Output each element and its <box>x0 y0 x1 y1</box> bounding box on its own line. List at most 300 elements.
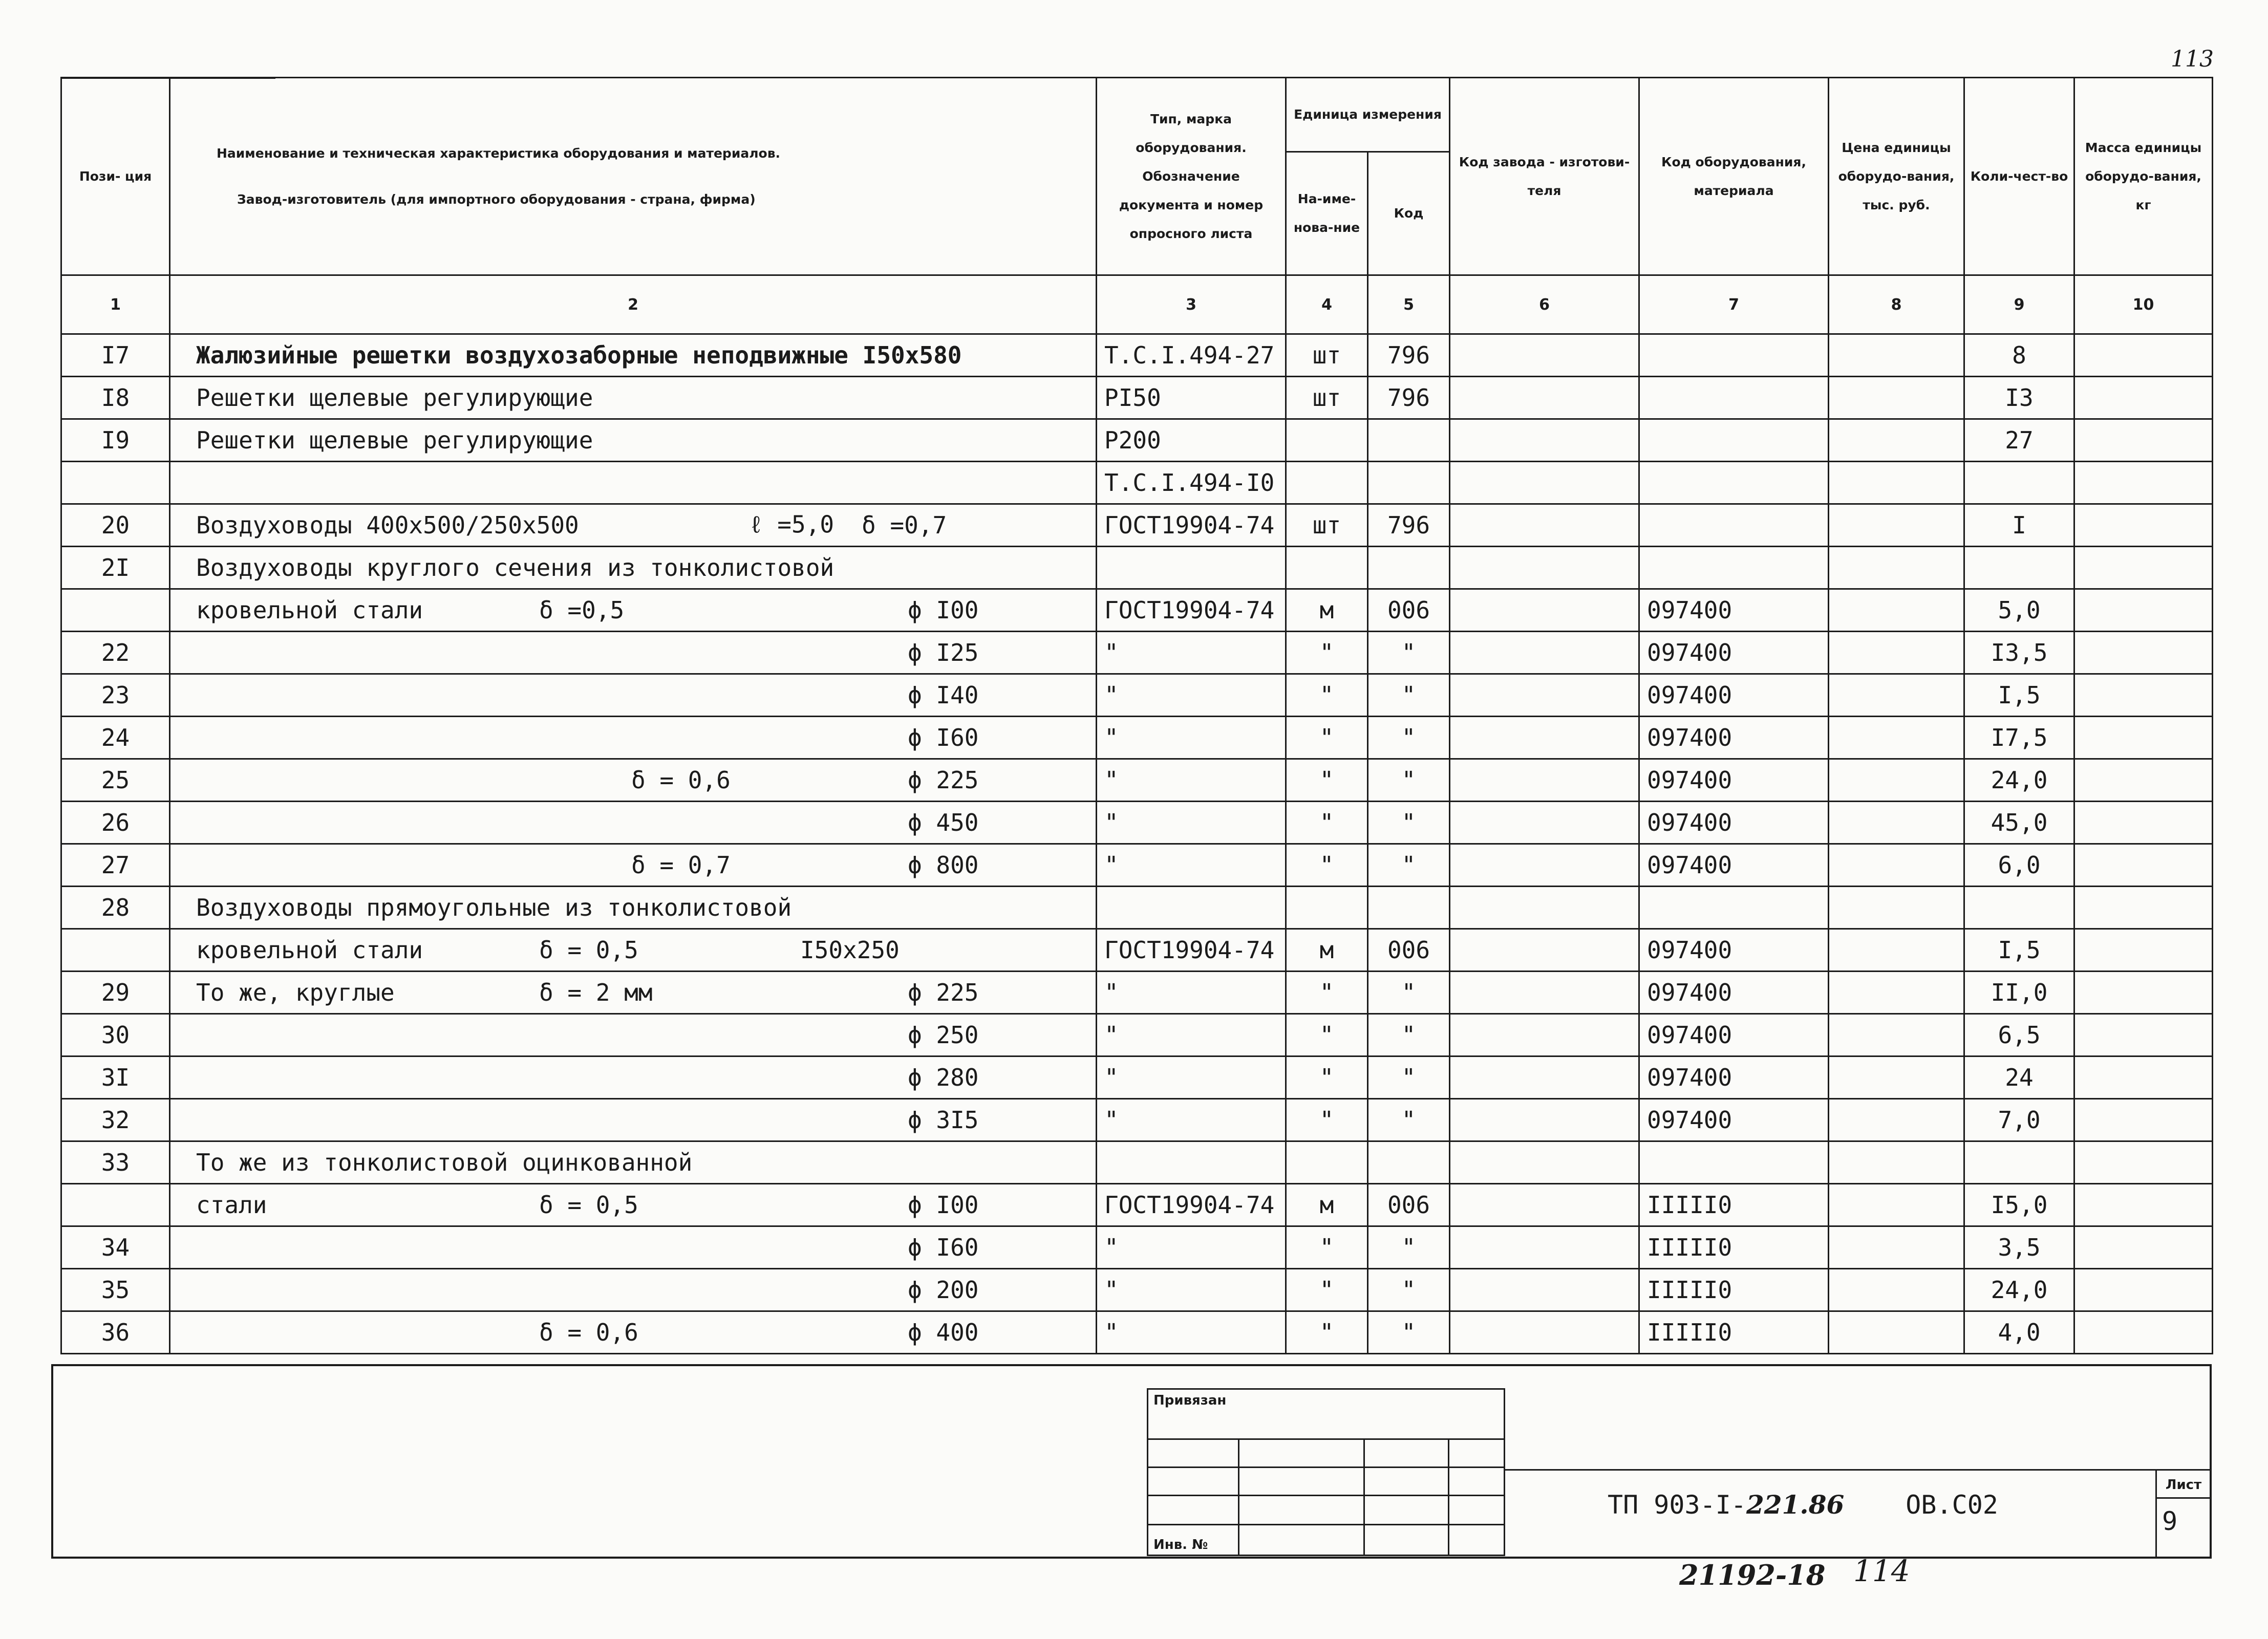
manufacturer-code-cell <box>1450 589 1639 632</box>
type-cell: " <box>1097 1056 1286 1099</box>
grid-line <box>1363 1438 1365 1555</box>
specification-table <box>60 77 2213 1354</box>
item-diam: ϕ 450 <box>908 809 979 836</box>
item-param-c: δ =0,5 <box>539 596 625 624</box>
archive-sheet-number: 114 <box>1853 1554 1910 1588</box>
header-unit-name: На-име-нова-ние <box>1286 152 1368 275</box>
equipment-code-cell: 097400 <box>1639 589 1829 632</box>
manufacturer-code-cell <box>1450 972 1639 1014</box>
type-cell: ГОСТ19904-74 <box>1097 1184 1286 1226</box>
position-cell: 32 <box>61 1099 170 1141</box>
mass-cell <box>2074 589 2213 632</box>
header-equipment-code: Код оборудования, материала <box>1639 78 1829 275</box>
quantity-cell: 27 <box>1964 419 2074 462</box>
manufacturer-code-cell <box>1450 1311 1639 1354</box>
mass-cell <box>2074 1184 2213 1226</box>
manufacturer-code-cell <box>1450 632 1639 674</box>
table-row <box>61 929 2213 972</box>
grid-line <box>1238 1438 1239 1555</box>
price-cell <box>1829 462 1964 504</box>
item-name: То же, круглые <box>196 979 395 1006</box>
type-cell: " <box>1097 972 1286 1014</box>
price-cell <box>1829 1056 1964 1099</box>
position-cell: 20 <box>61 504 170 547</box>
table-row <box>61 419 2213 462</box>
unit-name-cell: м <box>1286 589 1368 632</box>
item-diam: ϕ I60 <box>908 1234 979 1261</box>
table-body <box>61 334 2213 1354</box>
quantity-cell: II,0 <box>1964 972 2074 1014</box>
item-diam: ϕ 3I5 <box>908 1106 979 1134</box>
quantity-cell: I3 <box>1964 377 2074 419</box>
name-cell <box>170 929 1097 972</box>
position-cell <box>61 589 170 632</box>
type-cell: ГОСТ19904-74 <box>1097 589 1286 632</box>
table-row <box>61 334 2213 377</box>
table-row <box>61 377 2213 419</box>
grid-line <box>1148 1467 1504 1468</box>
unit-name-cell: " <box>1286 1014 1368 1056</box>
document-code-prefix: ТП 903-I- <box>1608 1490 1746 1520</box>
type-cell: " <box>1097 674 1286 717</box>
unit-code-cell: 006 <box>1368 929 1450 972</box>
item-name: Воздуховоды 400x500/250x500 <box>196 511 579 539</box>
quantity-cell: 4,0 <box>1964 1311 2074 1354</box>
unit-code-cell <box>1368 462 1450 504</box>
equipment-code-cell: 097400 <box>1639 1056 1829 1099</box>
item-name: То же из тонколистовой оцинкованной <box>196 1149 693 1176</box>
quantity-cell: 6,5 <box>1964 1014 2074 1056</box>
unit-name-cell: " <box>1286 632 1368 674</box>
header-manufacturer-code: Код завода - изготови-теля <box>1450 78 1639 275</box>
page-corner-number: 113 <box>2171 46 2214 72</box>
manufacturer-code-cell <box>1450 1056 1639 1099</box>
name-cell <box>170 1141 1097 1184</box>
position-cell: I7 <box>61 334 170 377</box>
quantity-cell: I7,5 <box>1964 717 2074 759</box>
equipment-code-cell: 097400 <box>1639 844 1829 887</box>
unit-code-cell: 796 <box>1368 334 1450 377</box>
equipment-code-cell: 097400 <box>1639 802 1829 844</box>
column-number: 7 <box>1639 275 1829 334</box>
unit-name-cell <box>1286 547 1368 589</box>
unit-name-cell: шт <box>1286 334 1368 377</box>
table-row <box>61 887 2213 929</box>
mass-cell <box>2074 1056 2213 1099</box>
column-number: 3 <box>1097 275 1286 334</box>
type-cell: T.C.I.494-I0 <box>1097 462 1286 504</box>
position-cell: 36 <box>61 1311 170 1354</box>
item-name: Воздуховоды круглого сечения из тонколистовой <box>196 554 835 581</box>
position-cell <box>61 462 170 504</box>
mass-cell <box>2074 674 2213 717</box>
name-cell <box>170 334 1097 377</box>
title-block-line <box>1505 1469 2212 1471</box>
header-unit-group: Единица измерения <box>1286 78 1450 152</box>
mass-cell <box>2074 547 2213 589</box>
name-cell <box>170 504 1097 547</box>
equipment-code-cell <box>1639 1141 1829 1184</box>
unit-name-cell: " <box>1286 844 1368 887</box>
column-number: 9 <box>1964 275 2074 334</box>
quantity-cell <box>1964 1141 2074 1184</box>
header-unit-price: Цена единицы оборудо-вания, тыс. руб. <box>1829 78 1964 275</box>
manufacturer-code-cell <box>1450 759 1639 802</box>
privyazan-label: Привязан <box>1153 1393 1227 1408</box>
table-row <box>61 1184 2213 1226</box>
equipment-code-cell: 097400 <box>1639 972 1829 1014</box>
type-cell: " <box>1097 759 1286 802</box>
name-cell <box>170 632 1097 674</box>
type-cell: ГОСТ19904-74 <box>1097 504 1286 547</box>
type-cell: " <box>1097 1099 1286 1141</box>
name-cell <box>170 547 1097 589</box>
unit-code-cell: " <box>1368 1226 1450 1269</box>
equipment-code-cell <box>1639 504 1829 547</box>
header-name <box>170 78 1097 275</box>
equipment-code-cell: IIIII0 <box>1639 1226 1829 1269</box>
quantity-cell: I,5 <box>1964 674 2074 717</box>
item-name: Жалюзийные решетки воздухозаборные неподвижные I50x580 <box>196 341 962 369</box>
manufacturer-code-cell <box>1450 377 1639 419</box>
item-diam: ϕ 225 <box>908 979 979 1006</box>
price-cell <box>1829 674 1964 717</box>
item-diam: ϕ I00 <box>908 1191 979 1219</box>
unit-code-cell <box>1368 419 1450 462</box>
item-param-d: δ = 0,7 <box>631 851 731 879</box>
position-cell: I9 <box>61 419 170 462</box>
sheet-number: 9 <box>2162 1506 2178 1536</box>
quantity-cell: 24,0 <box>1964 759 2074 802</box>
type-cell <box>1097 547 1286 589</box>
equipment-code-cell <box>1639 462 1829 504</box>
sheet-label: Лист <box>2157 1473 2210 1499</box>
unit-code-cell: " <box>1368 717 1450 759</box>
name-cell <box>170 1269 1097 1311</box>
mass-cell <box>2074 717 2213 759</box>
manufacturer-code-cell <box>1450 674 1639 717</box>
position-cell <box>61 1184 170 1226</box>
equipment-code-cell: IIIII0 <box>1639 1269 1829 1311</box>
grid-line <box>1448 1438 1449 1555</box>
position-cell: 25 <box>61 759 170 802</box>
type-cell: " <box>1097 802 1286 844</box>
table-row <box>61 1014 2213 1056</box>
unit-name-cell: " <box>1286 1311 1368 1354</box>
unit-code-cell: " <box>1368 1311 1450 1354</box>
name-cell <box>170 589 1097 632</box>
manufacturer-code-cell <box>1450 802 1639 844</box>
position-cell: 27 <box>61 844 170 887</box>
price-cell <box>1829 972 1964 1014</box>
table-row <box>61 589 2213 632</box>
price-cell <box>1829 717 1964 759</box>
unit-code-cell: " <box>1368 1014 1450 1056</box>
manufacturer-code-cell <box>1450 1184 1639 1226</box>
header-name-line1: Наименование и техническая характеристика оборудования и материалов. <box>217 145 781 161</box>
position-cell: 34 <box>61 1226 170 1269</box>
table-row <box>61 1311 2213 1354</box>
unit-name-cell: шт <box>1286 377 1368 419</box>
position-cell: I8 <box>61 377 170 419</box>
manufacturer-code-cell <box>1450 717 1639 759</box>
unit-name-cell: " <box>1286 1056 1368 1099</box>
position-cell: 29 <box>61 972 170 1014</box>
unit-code-cell: " <box>1368 1056 1450 1099</box>
manufacturer-code-cell <box>1450 1141 1639 1184</box>
quantity-cell: 45,0 <box>1964 802 2074 844</box>
item-param-c: δ = 0,6 <box>539 1319 638 1346</box>
manufacturer-code-cell <box>1450 334 1639 377</box>
table-row <box>61 632 2213 674</box>
unit-code-cell: " <box>1368 802 1450 844</box>
unit-name-cell <box>1286 887 1368 929</box>
name-cell <box>170 972 1097 1014</box>
item-diam: ϕ I60 <box>908 724 979 751</box>
quantity-cell: 3,5 <box>1964 1226 2074 1269</box>
equipment-code-cell <box>1639 547 1829 589</box>
document-code-handwritten: 221.86 <box>1746 1490 1845 1520</box>
manufacturer-code-cell <box>1450 887 1639 929</box>
mass-cell <box>2074 462 2213 504</box>
item-param-a: ℓ =5,0 <box>749 510 835 538</box>
manufacturer-code-cell <box>1450 1099 1639 1141</box>
mass-cell <box>2074 334 2213 377</box>
unit-code-cell <box>1368 1141 1450 1184</box>
manufacturer-code-cell <box>1450 929 1639 972</box>
unit-code-cell: 796 <box>1368 377 1450 419</box>
privyazan-block <box>1147 1388 1505 1556</box>
column-number: 10 <box>2074 275 2213 334</box>
equipment-code-cell <box>1639 419 1829 462</box>
table-row <box>61 1056 2213 1099</box>
type-cell: " <box>1097 632 1286 674</box>
unit-name-cell: " <box>1286 717 1368 759</box>
mass-cell <box>2074 759 2213 802</box>
quantity-cell: I3,5 <box>1964 632 2074 674</box>
unit-code-cell: " <box>1368 1269 1450 1311</box>
type-cell: ГОСТ19904-74 <box>1097 929 1286 972</box>
manufacturer-code-cell <box>1450 462 1639 504</box>
position-cell: 33 <box>61 1141 170 1184</box>
header-type: Тип, марка оборудования. Обозначение документа и номер опросного листа <box>1097 78 1286 275</box>
unit-name-cell: " <box>1286 802 1368 844</box>
type-cell: " <box>1097 1014 1286 1056</box>
unit-code-cell: " <box>1368 674 1450 717</box>
name-cell <box>170 1184 1097 1226</box>
document-code <box>1608 1490 1998 1520</box>
price-cell <box>1829 589 1964 632</box>
item-size: I50x250 <box>800 936 900 964</box>
name-cell <box>170 1014 1097 1056</box>
position-cell: 35 <box>61 1269 170 1311</box>
type-cell: T.C.I.494-27 <box>1097 334 1286 377</box>
item-diam: ϕ 400 <box>908 1319 979 1346</box>
column-number: 6 <box>1450 275 1639 334</box>
equipment-code-cell: 097400 <box>1639 929 1829 972</box>
price-cell <box>1829 419 1964 462</box>
item-diam: ϕ 280 <box>908 1064 979 1091</box>
header-position: Пози- ция <box>61 78 170 275</box>
quantity-cell: 24,0 <box>1964 1269 2074 1311</box>
name-cell <box>170 717 1097 759</box>
price-cell <box>1829 1184 1964 1226</box>
type-cell: " <box>1097 1226 1286 1269</box>
mass-cell <box>2074 844 2213 887</box>
mass-cell <box>2074 929 2213 972</box>
name-cell <box>170 462 1097 504</box>
unit-code-cell: " <box>1368 759 1450 802</box>
name-cell <box>170 844 1097 887</box>
quantity-cell: 7,0 <box>1964 1099 2074 1141</box>
quantity-cell <box>1964 462 2074 504</box>
position-cell: 22 <box>61 632 170 674</box>
name-cell <box>170 1099 1097 1141</box>
header-name-line2: Завод-изготовитель (для импортного оборудования - страна, фирма) <box>237 191 756 207</box>
mass-cell <box>2074 1099 2213 1141</box>
unit-name-cell: м <box>1286 1184 1368 1226</box>
unit-name-cell: шт <box>1286 504 1368 547</box>
manufacturer-code-cell <box>1450 1269 1639 1311</box>
manufacturer-code-cell <box>1450 1014 1639 1056</box>
manufacturer-code-cell <box>1450 547 1639 589</box>
price-cell <box>1829 1014 1964 1056</box>
manufacturer-code-cell <box>1450 844 1639 887</box>
item-diam: ϕ 250 <box>908 1021 979 1049</box>
column-number: 8 <box>1829 275 1964 334</box>
equipment-code-cell <box>1639 334 1829 377</box>
item-param-c: δ = 0,5 <box>539 936 638 964</box>
position-cell: 3I <box>61 1056 170 1099</box>
mass-cell <box>2074 377 2213 419</box>
unit-code-cell: 796 <box>1368 504 1450 547</box>
price-cell <box>1829 1141 1964 1184</box>
quantity-cell <box>1964 887 2074 929</box>
name-cell <box>170 802 1097 844</box>
quantity-cell: 6,0 <box>1964 844 2074 887</box>
unit-name-cell <box>1286 462 1368 504</box>
type-cell: PI50 <box>1097 377 1286 419</box>
equipment-code-cell: 097400 <box>1639 717 1829 759</box>
equipment-code-cell: IIIII0 <box>1639 1311 1829 1354</box>
price-cell <box>1829 929 1964 972</box>
header-unit-mass: Масса единицы оборудо-вания, кг <box>2074 78 2213 275</box>
name-cell <box>170 887 1097 929</box>
position-cell: 24 <box>61 717 170 759</box>
item-diam: ϕ I00 <box>908 596 979 624</box>
item-diam: ϕ 200 <box>908 1276 979 1304</box>
table-row <box>61 1269 2213 1311</box>
mass-cell <box>2074 802 2213 844</box>
mass-cell <box>2074 1269 2213 1311</box>
type-cell <box>1097 887 1286 929</box>
unit-name-cell: " <box>1286 972 1368 1014</box>
sheet-number-box <box>2155 1469 2212 1559</box>
position-cell: 2I <box>61 547 170 589</box>
column-number: 4 <box>1286 275 1368 334</box>
quantity-cell: 5,0 <box>1964 589 2074 632</box>
table-row <box>61 674 2213 717</box>
mass-cell <box>2074 887 2213 929</box>
item-param-b: δ =0,7 <box>862 511 947 539</box>
position-cell: 30 <box>61 1014 170 1056</box>
table-row <box>61 717 2213 759</box>
document-section: ОВ.С02 <box>1906 1490 1998 1520</box>
position-cell <box>61 929 170 972</box>
item-name: Решетки щелевые регулирующие <box>196 384 593 412</box>
unit-code-cell: 006 <box>1368 589 1450 632</box>
table-row <box>61 844 2213 887</box>
column-number: 1 <box>61 275 170 334</box>
item-name: кровельной стали <box>196 596 423 624</box>
item-diam: ϕ I25 <box>908 639 979 666</box>
position-cell: 26 <box>61 802 170 844</box>
price-cell <box>1829 632 1964 674</box>
table-row <box>61 802 2213 844</box>
item-diam: ϕ 225 <box>908 766 979 794</box>
mass-cell <box>2074 1226 2213 1269</box>
mass-cell <box>2074 504 2213 547</box>
header-quantity: Коли-чест-во <box>1964 78 2074 275</box>
unit-code-cell: 006 <box>1368 1184 1450 1226</box>
unit-name-cell: " <box>1286 674 1368 717</box>
unit-code-cell <box>1368 547 1450 589</box>
unit-name-cell <box>1286 1141 1368 1184</box>
type-cell <box>1097 1141 1286 1184</box>
unit-code-cell: " <box>1368 1099 1450 1141</box>
item-diam: ϕ I40 <box>908 681 979 709</box>
name-cell <box>170 419 1097 462</box>
grid-line <box>1148 1524 1504 1525</box>
price-cell <box>1829 802 1964 844</box>
quantity-cell: 8 <box>1964 334 2074 377</box>
quantity-cell: I,5 <box>1964 929 2074 972</box>
mass-cell <box>2074 1141 2213 1184</box>
manufacturer-code-cell <box>1450 419 1639 462</box>
price-cell <box>1829 887 1964 929</box>
name-cell <box>170 674 1097 717</box>
table-row <box>61 1226 2213 1269</box>
table-row <box>61 759 2213 802</box>
unit-name-cell: " <box>1286 759 1368 802</box>
price-cell <box>1829 1269 1964 1311</box>
item-param-d: δ = 0,6 <box>631 766 731 794</box>
price-cell <box>1829 844 1964 887</box>
item-name: Воздуховоды прямоугольные из тонколистовой <box>196 894 792 921</box>
unit-code-cell <box>1368 887 1450 929</box>
quantity-cell <box>1964 547 2074 589</box>
equipment-code-cell: 097400 <box>1639 674 1829 717</box>
header-unit-code: Код <box>1368 152 1450 275</box>
price-cell <box>1829 377 1964 419</box>
quantity-cell: I <box>1964 504 2074 547</box>
table-row <box>61 1141 2213 1184</box>
mass-cell <box>2074 1014 2213 1056</box>
unit-name-cell <box>1286 419 1368 462</box>
type-cell: " <box>1097 1269 1286 1311</box>
manufacturer-code-cell <box>1450 1226 1639 1269</box>
price-cell <box>1829 1226 1964 1269</box>
manufacturer-code-cell <box>1450 504 1639 547</box>
unit-name-cell: " <box>1286 1226 1368 1269</box>
name-cell <box>170 1056 1097 1099</box>
price-cell <box>1829 547 1964 589</box>
grid-line <box>1148 1438 1504 1440</box>
item-name: кровельной стали <box>196 936 423 964</box>
item-param-c: δ = 0,5 <box>539 1191 638 1219</box>
table-row <box>61 972 2213 1014</box>
type-cell: " <box>1097 844 1286 887</box>
